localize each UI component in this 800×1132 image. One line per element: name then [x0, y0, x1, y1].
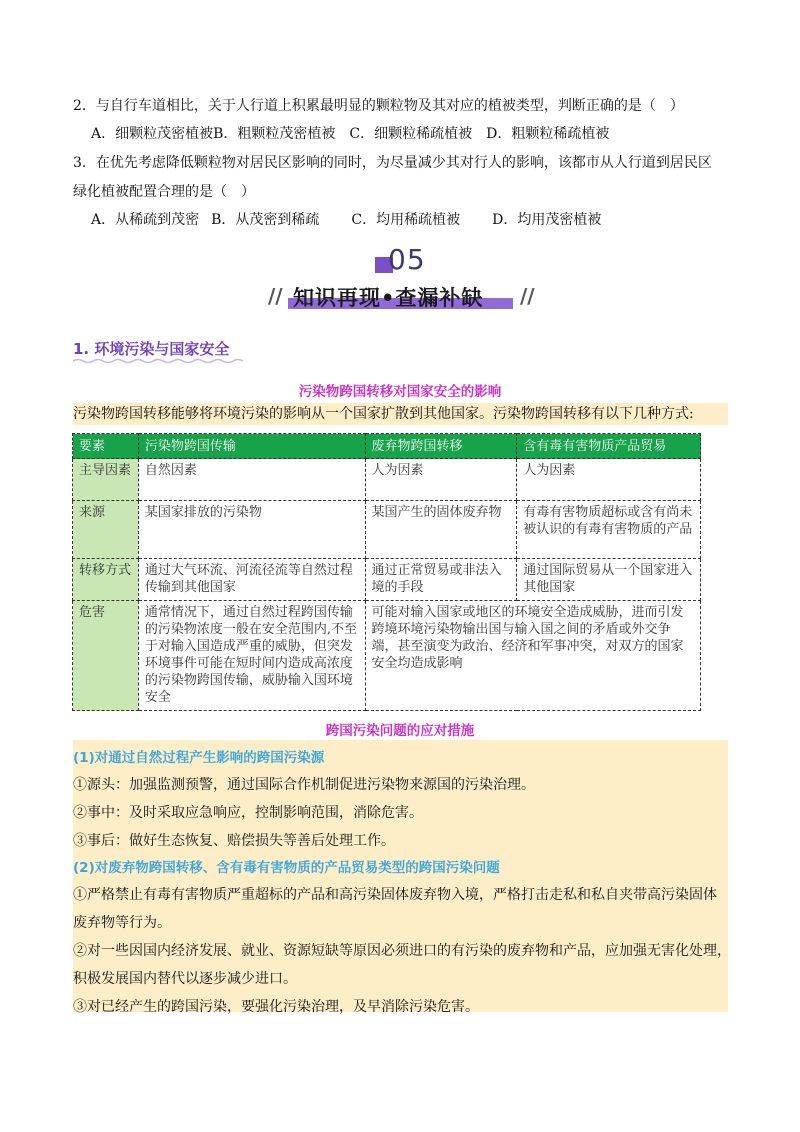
section-heading: 1. 环境污染与国家安全 [73, 340, 230, 358]
table-cell: 自然因素 [138, 459, 365, 501]
row-key: 危害 [73, 601, 139, 711]
table-title: 污染物跨国转移对国家安全的影响 [298, 384, 502, 400]
header-cell: 废弃物跨国转移 [365, 434, 517, 459]
measures-title: 跨国污染问题的应对措施 [325, 723, 475, 739]
header-cell: 含有毒有害物质产品贸易 [517, 434, 701, 459]
measure-item: ①严格禁止有毒有害物质严重超标的产品和高污染固体废弃物入境，严格打击走私和私自夹带高污染固体 [73, 887, 717, 903]
option-d: D．均用茂密植被 [492, 212, 602, 228]
option-a: A．细颗粒茂密植被 [91, 126, 214, 142]
question-2: 2．与自行车道相比，关于人行道上积累最明显的颗粒物及其对应的植被类型，判断正确的是（ ） [73, 98, 684, 114]
option-c: C．细颗粒稀疏植被 [349, 126, 473, 142]
table-cell: 通过国际贸易从一个国家进入其他国家 [517, 559, 701, 601]
measures-group1-heading: (1)对通过自然过程产生影响的跨国污染源 [73, 750, 325, 766]
banner-slashes-left: // [268, 284, 283, 308]
header-cell: 污染物跨国传输 [138, 434, 365, 459]
question-2-options [91, 124, 609, 144]
banner-slashes-right: // [520, 284, 535, 308]
table-row [73, 501, 701, 559]
question-3-options [91, 210, 601, 230]
table-cell-merged: 可能对输入国家或地区的环境安全造成威胁，进而引发跨境环境污染物输出国与输入国之间的矛盾或外交争端，甚至演变为政治、经济和军事冲突，对双方的国家安全均造成影响 [365, 601, 700, 711]
table-row [73, 601, 701, 711]
table-cell: 有毒有害物质超标或含有尚未被认识的有毒有害物质的产品 [517, 501, 701, 559]
transfer-table [72, 433, 701, 711]
option-b: B．从茂密到稀疏 [211, 212, 320, 228]
table-cell: 通常情况下，通过自然过程跨国传输的污染物浓度一般在安全范围内,不至于对输入国造成严重的威胁，但突发环境事件可能在短时间内造成高浓度的污染物跨国传输，威胁输入国环境安全 [138, 601, 365, 711]
option-d: D．粗颗粒稀疏植被 [486, 126, 610, 142]
measure-item: ①源头：加强监测预警，通过国际合作机制促进污染物来源国的污染治理。 [73, 777, 535, 793]
intro-text: 污染物跨国转移能够将环境污染的影响从一个国家扩散到其他国家。污染物跨国转移有以下几种方式: [73, 403, 728, 425]
table-cell: 某国家排放的污染物 [138, 501, 365, 559]
table-row [73, 559, 701, 601]
option-a: A．从稀疏到茂密 [91, 212, 200, 228]
banner-title: 知识再现•查漏补缺 [293, 286, 484, 310]
table-cell: 通过大气环流、河流径流等自然过程传输到其他国家 [138, 559, 365, 601]
measure-item-cont: 废弃物等行为。 [73, 915, 171, 931]
row-key: 来源 [73, 501, 139, 559]
table-cell: 通过正常贸易或非法入境的手段 [365, 559, 517, 601]
banner-number: 05 [388, 243, 426, 276]
table-cell: 人为因素 [517, 459, 701, 501]
table-row [73, 459, 701, 501]
table-cell: 某国产生的固体废弃物 [365, 501, 517, 559]
measure-item: ②事中：及时采取应急响应，控制影响范围，消除危害。 [73, 805, 423, 821]
option-b: B．粗颗粒茂密植被 [213, 126, 336, 142]
question-3-line1: 3．在优先考虑降低颗粒物对居民区影响的同时，为尽量减少其对行人的影响，该都市从人行道到居民区 [73, 155, 712, 171]
question-3-line2: 绿化植被配置合理的是（ ） [73, 184, 255, 200]
measure-item: ③事后：做好生态恢复、赔偿损失等善后处理工作。 [73, 833, 395, 849]
header-cell: 要素 [73, 434, 139, 459]
row-key: 转移方式 [73, 559, 139, 601]
measure-item-cont: 积极发展国内替代以逐步减少进口。 [73, 971, 297, 987]
table-header-row [73, 434, 701, 459]
measure-item: ③对已经产生的跨国污染，要强化污染治理，及早消除污染危害。 [73, 999, 479, 1015]
section-wave-underline [73, 358, 243, 364]
measures-group2-heading: (2)对废弃物跨国转移、含有毒有害物质的产品贸易类型的跨国污染问题 [73, 860, 500, 876]
option-c: C．均用稀疏植被 [351, 212, 461, 228]
measure-item: ②对一些因国内经济发展、就业、资源短缺等原因必须进口的有污染的废弃物和产品，应加强无害化处理， [73, 943, 731, 959]
table-cell: 人为因素 [365, 459, 517, 501]
row-key: 主导因素 [73, 459, 139, 501]
